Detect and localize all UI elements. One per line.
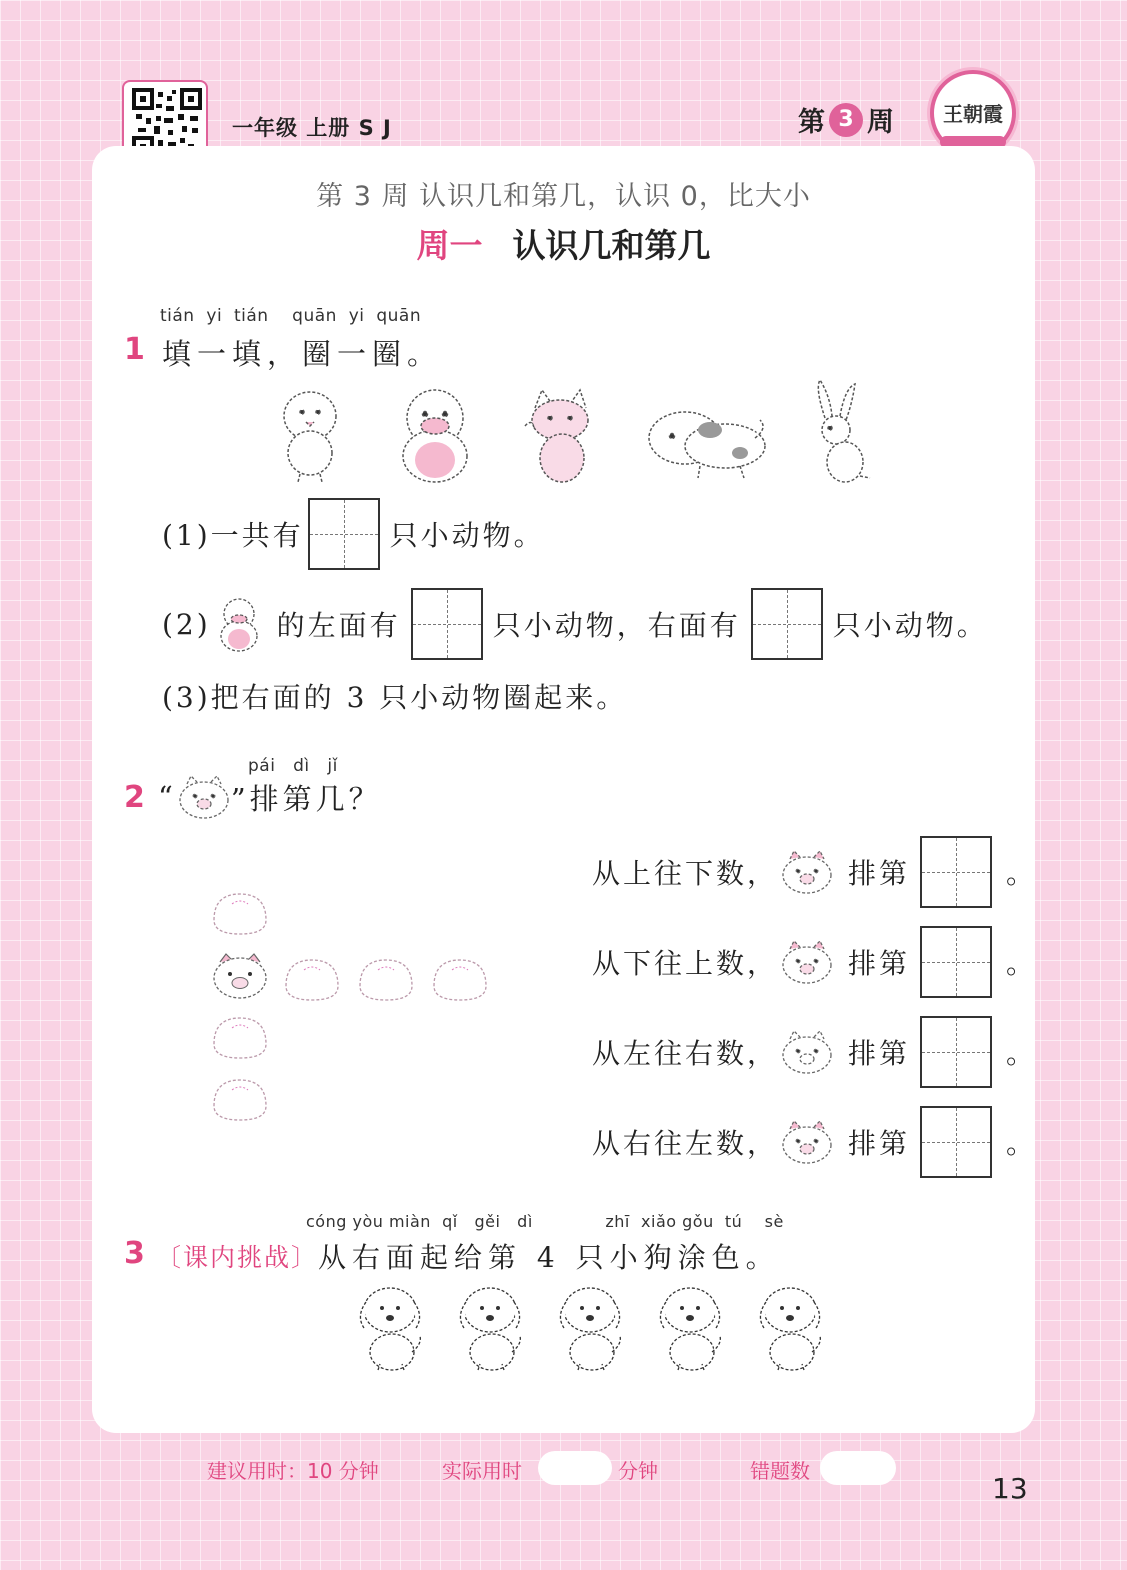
q2-row-prefix: 从右往左数， — [592, 1127, 779, 1160]
q2-row — [592, 1106, 1037, 1178]
q2-pinyin: pái dì jǐ — [248, 756, 338, 776]
q1-pinyin: tián yi tián quān yi quān — [160, 306, 422, 326]
day-name: 周一 — [416, 226, 483, 265]
q2-open-quote: “ — [158, 780, 177, 814]
animals-row — [270, 378, 890, 488]
suggested-time: 建议用时：10 分钟 — [207, 1459, 379, 1483]
q2-rows — [592, 836, 1037, 1178]
bun-icon — [214, 1080, 266, 1120]
bun-icon — [214, 894, 266, 934]
q1-part2-suffix: 只小动物。 — [832, 609, 988, 642]
q2-text: ”排第几？ — [230, 781, 382, 816]
week-number: 3 — [829, 103, 863, 137]
q3-question — [156, 1236, 780, 1276]
day-topic: 认识几和第几 — [512, 226, 711, 265]
dog-icon — [760, 1288, 820, 1370]
q2-row-end: 。 — [1006, 1127, 1038, 1160]
bun-icon — [214, 1018, 266, 1058]
day-title — [0, 220, 1127, 267]
q2-row-end: 。 — [1006, 1037, 1038, 1070]
q2-row-mid: 排第 — [848, 1037, 911, 1070]
rabbit-icon — [818, 380, 870, 482]
seal-text: 王朝霞 — [943, 102, 1003, 126]
brand-seal-logo — [930, 70, 1016, 156]
bun-icon — [286, 960, 338, 1000]
grade-label: 一年级 上册 S J — [232, 116, 392, 140]
actual-time-label: 实际用时 — [442, 1459, 522, 1483]
pig-icon — [780, 849, 834, 895]
q3-tag: 〔课内挑战〕 — [156, 1243, 319, 1272]
q2-row-end: 。 — [1006, 947, 1038, 980]
errors-label: 错题数 — [750, 1459, 810, 1483]
pig-icon — [780, 1119, 834, 1165]
week-title: 第 3 周 认识几和第几，认识 0，比大小 — [316, 181, 811, 212]
q1-number: 1 — [124, 332, 145, 367]
dogs-row — [340, 1282, 840, 1374]
answer-box-q2-4[interactable] — [920, 1106, 992, 1178]
minutes-label: 分钟 — [618, 1459, 658, 1483]
answer-box-q2-2[interactable] — [920, 926, 992, 998]
dog-icon — [649, 412, 765, 478]
pig-icon — [780, 939, 834, 985]
answer-box-q1-2b[interactable] — [751, 588, 823, 660]
q3-text: 从右面起给第 4 只小狗涂色。 — [318, 1241, 780, 1274]
bun-icon — [360, 960, 412, 1000]
q1-part1-suffix: 只小动物。 — [389, 519, 545, 552]
chick-icon — [284, 392, 336, 482]
week-suffix: 周 — [867, 107, 894, 138]
q1-part2-prefix: (2) — [162, 607, 211, 641]
q3-number: 3 — [124, 1236, 145, 1271]
dog-icon — [560, 1288, 620, 1370]
week-badge — [798, 100, 894, 139]
q2-row-mid: 排第 — [848, 857, 911, 890]
q2-row — [592, 926, 1037, 998]
q2-row-prefix: 从下往上数， — [592, 947, 779, 980]
penguin-icon — [211, 594, 267, 654]
q1-part2 — [162, 588, 988, 660]
q1-part1-prefix: (1)一共有 — [162, 519, 304, 552]
q2-row — [592, 1016, 1037, 1088]
answer-box-q1-1[interactable] — [308, 498, 380, 570]
pig-icon — [177, 774, 231, 820]
bun-icon — [434, 960, 486, 1000]
q1-part1 — [162, 498, 545, 570]
q1-text: 填一填，圈一圈。 — [162, 337, 443, 371]
q2-row-prefix: 从上往下数， — [592, 857, 779, 890]
dog-icon — [660, 1288, 720, 1370]
errors-input[interactable] — [820, 1451, 896, 1485]
q2-row-mid: 排第 — [848, 1127, 911, 1160]
q2-row-prefix: 从左往右数， — [592, 1037, 779, 1070]
pig-icon — [214, 954, 266, 998]
dog-icon — [360, 1288, 420, 1370]
penguin-icon — [403, 390, 467, 482]
answer-box-q2-1[interactable] — [920, 836, 992, 908]
q1-part3: (3)把右面的 3 只小动物圈起来。 — [162, 681, 628, 714]
q2-row-mid: 排第 — [848, 947, 911, 980]
q2-number: 2 — [124, 780, 145, 815]
q1-part2-mid1: 的左面有 — [276, 609, 401, 642]
cat-icon — [525, 390, 588, 482]
q2-row — [592, 836, 1037, 908]
week-prefix: 第 — [798, 107, 825, 138]
q2-row-end: 。 — [1006, 857, 1038, 890]
q3-pinyin: cóng yòu miàn qǐ gěi dì zhī xiǎo gǒu tú sè — [306, 1212, 784, 1231]
actual-time-input[interactable] — [538, 1451, 612, 1485]
q1-part2-mid2: 只小动物，右面有 — [492, 609, 741, 642]
pig-icon — [780, 1029, 834, 1075]
answer-box-q1-2a[interactable] — [411, 588, 483, 660]
answer-box-q2-3[interactable] — [920, 1016, 992, 1088]
q2-question — [158, 774, 382, 820]
dog-icon — [460, 1288, 520, 1370]
pig-bun-arrangement — [200, 880, 500, 1130]
page-number: 13 — [992, 1472, 1028, 1505]
